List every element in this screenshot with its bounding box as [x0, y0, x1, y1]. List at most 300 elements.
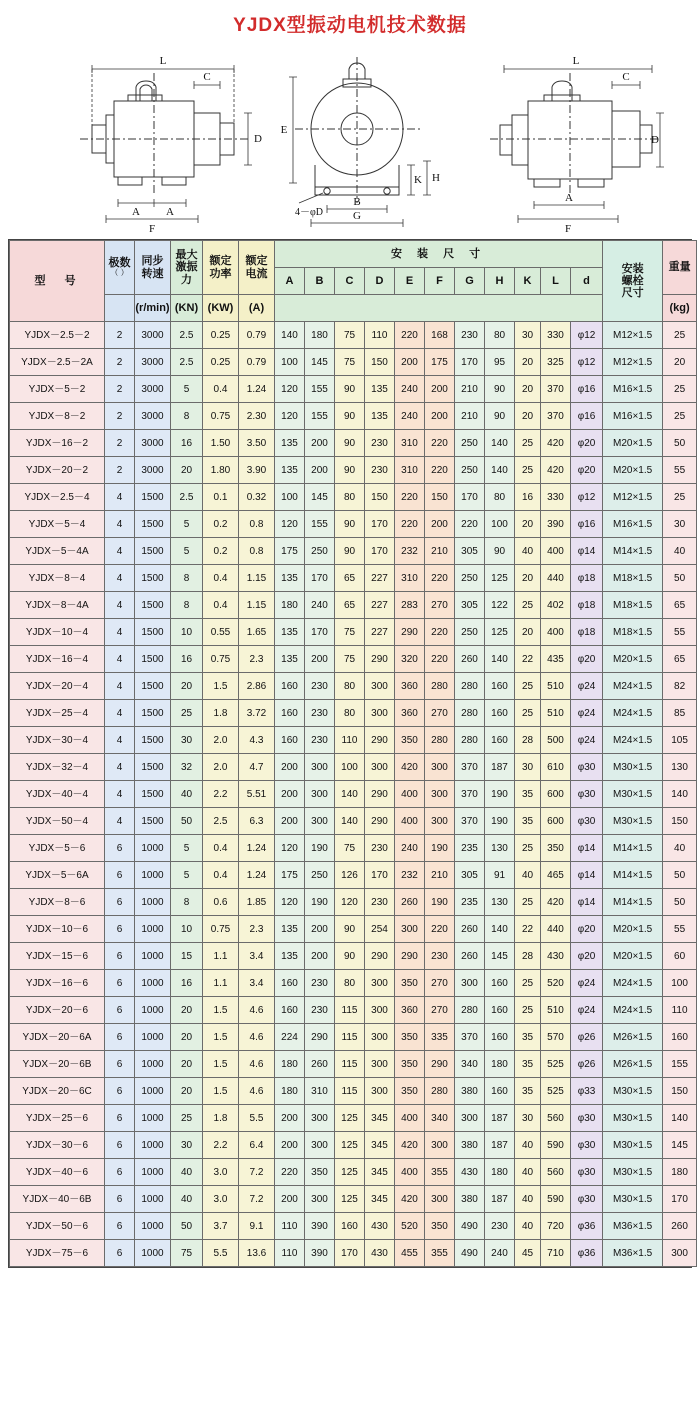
cell-dim-dia: φ30 — [571, 1132, 603, 1159]
cell-power: 0.25 — [203, 349, 239, 376]
cell-dim-l: 330 — [541, 322, 571, 349]
cell-dim-f: 210 — [425, 538, 455, 565]
cell-dim-a: 180 — [275, 1051, 305, 1078]
cell-force: 50 — [171, 1213, 203, 1240]
cell-dim-c: 90 — [335, 943, 365, 970]
cell-dim-f: 300 — [425, 808, 455, 835]
cell-force: 16 — [171, 430, 203, 457]
cell-poles: 2 — [105, 376, 135, 403]
cell-bolt-size: M26×1.5 — [603, 1024, 663, 1051]
table-row — [10, 781, 697, 808]
cell-dim-b: 190 — [305, 835, 335, 862]
cell-dim-b: 300 — [305, 1186, 335, 1213]
cell-dim-d: 170 — [365, 511, 395, 538]
cell-model: YJDX－16－6 — [10, 970, 105, 997]
cell-dim-h: 80 — [485, 322, 515, 349]
cell-force: 50 — [171, 808, 203, 835]
page-title: YJDX型振动电机技术数据 — [233, 15, 467, 36]
cell-rpm: 3000 — [135, 430, 171, 457]
cell-bolt-size: M20×1.5 — [603, 943, 663, 970]
cell-bolt-size: M30×1.5 — [603, 808, 663, 835]
cell-current: 1.15 — [239, 565, 275, 592]
cell-power: 1.5 — [203, 1078, 239, 1105]
header-dim-B: B — [305, 268, 335, 295]
cell-weight: 40 — [663, 538, 697, 565]
cell-dim-l: 510 — [541, 673, 571, 700]
table-row — [10, 511, 697, 538]
cell-dim-a: 200 — [275, 1105, 305, 1132]
cell-weight: 25 — [663, 484, 697, 511]
cell-dim-k: 25 — [515, 673, 541, 700]
cell-dim-g: 220 — [455, 511, 485, 538]
cell-dim-h: 190 — [485, 781, 515, 808]
cell-model: YJDX－20－6A — [10, 1024, 105, 1051]
cell-dim-e: 260 — [395, 889, 425, 916]
cell-force: 20 — [171, 1051, 203, 1078]
cell-dim-d: 430 — [365, 1213, 395, 1240]
cell-poles: 6 — [105, 916, 135, 943]
cell-bolt-size: M30×1.5 — [603, 754, 663, 781]
cell-dim-l: 400 — [541, 619, 571, 646]
cell-bolt-size: M24×1.5 — [603, 997, 663, 1024]
cell-dim-h: 125 — [485, 619, 515, 646]
cell-power: 0.75 — [203, 916, 239, 943]
cell-dim-a: 160 — [275, 700, 305, 727]
cell-dim-l: 440 — [541, 565, 571, 592]
header-dim-d: d — [571, 268, 603, 295]
cell-dim-dia: φ20 — [571, 430, 603, 457]
cell-dim-b: 170 — [305, 565, 335, 592]
table-row — [10, 727, 697, 754]
cell-dim-k: 35 — [515, 781, 541, 808]
cell-dim-g: 305 — [455, 862, 485, 889]
table-row — [10, 1105, 697, 1132]
cell-dim-f: 220 — [425, 457, 455, 484]
cell-dim-b: 390 — [305, 1213, 335, 1240]
cell-dim-h: 95 — [485, 349, 515, 376]
cell-rpm: 1500 — [135, 484, 171, 511]
cell-dim-a: 160 — [275, 997, 305, 1024]
cell-dim-d: 345 — [365, 1186, 395, 1213]
cell-power: 3.7 — [203, 1213, 239, 1240]
header-weight: 重量 — [663, 241, 697, 295]
cell-power: 0.25 — [203, 322, 239, 349]
cell-dim-h: 80 — [485, 484, 515, 511]
cell-dim-l: 390 — [541, 511, 571, 538]
cell-dim-c: 120 — [335, 889, 365, 916]
cell-dim-h: 230 — [485, 1213, 515, 1240]
cell-model: YJDX－20－2 — [10, 457, 105, 484]
cell-bolt-size: M14×1.5 — [603, 862, 663, 889]
cell-dim-l: 570 — [541, 1024, 571, 1051]
cell-rpm: 3000 — [135, 403, 171, 430]
cell-dim-d: 135 — [365, 376, 395, 403]
table-row — [10, 1186, 697, 1213]
cell-dim-k: 35 — [515, 1024, 541, 1051]
cell-dim-f: 168 — [425, 322, 455, 349]
cell-dim-g: 170 — [455, 484, 485, 511]
cell-model: YJDX－75－6 — [10, 1240, 105, 1267]
cell-dim-b: 230 — [305, 997, 335, 1024]
header-install-dims: 安 装 尺 寸 — [275, 241, 603, 268]
cell-rpm: 1500 — [135, 511, 171, 538]
cell-dim-a: 180 — [275, 1078, 305, 1105]
cell-rpm: 1500 — [135, 619, 171, 646]
cell-bolt-size: M30×1.5 — [603, 1132, 663, 1159]
cell-dim-b: 170 — [305, 619, 335, 646]
cell-poles: 4 — [105, 700, 135, 727]
cell-dim-e: 310 — [395, 565, 425, 592]
cell-dim-c: 115 — [335, 1078, 365, 1105]
cell-power: 0.75 — [203, 403, 239, 430]
header-weight-unit: (kg) — [663, 295, 697, 322]
cell-dim-l: 590 — [541, 1186, 571, 1213]
cell-current: 2.3 — [239, 646, 275, 673]
cell-current: 7.2 — [239, 1159, 275, 1186]
cell-dim-dia: φ20 — [571, 457, 603, 484]
cell-dim-g: 260 — [455, 916, 485, 943]
cell-force: 8 — [171, 403, 203, 430]
cell-rpm: 3000 — [135, 376, 171, 403]
cell-model: YJDX－32－4 — [10, 754, 105, 781]
table-row — [10, 1051, 697, 1078]
cell-poles: 6 — [105, 1132, 135, 1159]
cell-dim-dia: φ18 — [571, 592, 603, 619]
cell-bolt-size: M30×1.5 — [603, 1105, 663, 1132]
cell-dim-c: 170 — [335, 1240, 365, 1267]
cell-dim-f: 350 — [425, 1213, 455, 1240]
cell-dim-a: 135 — [275, 457, 305, 484]
cell-dim-a: 200 — [275, 1186, 305, 1213]
cell-dim-b: 300 — [305, 1105, 335, 1132]
header-dim-K: K — [515, 268, 541, 295]
cell-dim-k: 25 — [515, 430, 541, 457]
cell-bolt-size: M20×1.5 — [603, 916, 663, 943]
cell-dim-d: 230 — [365, 889, 395, 916]
cell-dim-h: 140 — [485, 916, 515, 943]
header-poles-label: 极数 — [108, 257, 131, 270]
cell-dim-dia: φ14 — [571, 889, 603, 916]
cell-dim-c: 115 — [335, 997, 365, 1024]
table-row — [10, 349, 697, 376]
cell-dim-g: 370 — [455, 808, 485, 835]
svg-text:B: B — [353, 196, 361, 208]
header-rpm: 同步 转速 — [135, 241, 171, 295]
cell-force: 8 — [171, 889, 203, 916]
header-bolt-size: 安装 螺栓 尺寸 — [603, 241, 663, 322]
cell-power: 1.5 — [203, 1051, 239, 1078]
cell-dim-d: 227 — [365, 565, 395, 592]
cell-dim-c: 90 — [335, 916, 365, 943]
cell-weight: 25 — [663, 376, 697, 403]
cell-dim-f: 280 — [425, 1078, 455, 1105]
cell-model: YJDX－20－6 — [10, 997, 105, 1024]
cell-dim-f: 210 — [425, 862, 455, 889]
cell-dim-k: 30 — [515, 1105, 541, 1132]
cell-poles: 6 — [105, 970, 135, 997]
cell-model: YJDX－50－6 — [10, 1213, 105, 1240]
cell-dim-h: 187 — [485, 754, 515, 781]
svg-text:C: C — [203, 71, 211, 83]
cell-force: 10 — [171, 916, 203, 943]
cell-dim-h: 140 — [485, 457, 515, 484]
cell-model: YJDX－40－6B — [10, 1186, 105, 1213]
cell-bolt-size: M26×1.5 — [603, 1051, 663, 1078]
cell-current: 7.2 — [239, 1186, 275, 1213]
cell-rpm: 1000 — [135, 1078, 171, 1105]
cell-current: 4.6 — [239, 1051, 275, 1078]
cell-dim-k: 40 — [515, 538, 541, 565]
cell-dim-b: 240 — [305, 592, 335, 619]
cell-dim-f: 290 — [425, 1051, 455, 1078]
cell-dim-h: 160 — [485, 997, 515, 1024]
table-row — [10, 1132, 697, 1159]
cell-dim-h: 140 — [485, 430, 515, 457]
cell-dim-h: 160 — [485, 700, 515, 727]
cell-dim-a: 200 — [275, 781, 305, 808]
cell-dim-h: 160 — [485, 1024, 515, 1051]
cell-power: 1.50 — [203, 430, 239, 457]
cell-dim-dia: φ30 — [571, 1105, 603, 1132]
cell-power: 2.2 — [203, 781, 239, 808]
cell-poles: 6 — [105, 1213, 135, 1240]
cell-dim-dia: φ33 — [571, 1078, 603, 1105]
cell-dim-dia: φ30 — [571, 754, 603, 781]
cell-dim-g: 305 — [455, 538, 485, 565]
cell-dim-c: 90 — [335, 538, 365, 565]
cell-weight: 25 — [663, 403, 697, 430]
cell-dim-g: 250 — [455, 619, 485, 646]
table-row — [10, 835, 697, 862]
cell-dim-c: 140 — [335, 808, 365, 835]
cell-dim-g: 300 — [455, 1105, 485, 1132]
cell-power: 1.8 — [203, 700, 239, 727]
cell-power: 0.55 — [203, 619, 239, 646]
cell-weight: 180 — [663, 1159, 697, 1186]
cell-current: 1.65 — [239, 619, 275, 646]
cell-dim-l: 560 — [541, 1159, 571, 1186]
cell-rpm: 1500 — [135, 727, 171, 754]
cell-dim-k: 20 — [515, 565, 541, 592]
cell-dim-dia: φ14 — [571, 835, 603, 862]
cell-model: YJDX－8－6 — [10, 889, 105, 916]
cell-current: 0.8 — [239, 511, 275, 538]
cell-dim-dia: φ12 — [571, 349, 603, 376]
cell-dim-h: 187 — [485, 1186, 515, 1213]
cell-dim-l: 710 — [541, 1240, 571, 1267]
cell-dim-a: 120 — [275, 376, 305, 403]
cell-dim-h: 160 — [485, 1078, 515, 1105]
cell-force: 8 — [171, 592, 203, 619]
header-current: 额定 电流 — [239, 241, 275, 295]
cell-poles: 6 — [105, 997, 135, 1024]
cell-dim-d: 230 — [365, 457, 395, 484]
cell-bolt-size: M18×1.5 — [603, 619, 663, 646]
cell-dim-a: 120 — [275, 889, 305, 916]
cell-current: 1.85 — [239, 889, 275, 916]
svg-text:A: A — [565, 192, 573, 204]
cell-force: 32 — [171, 754, 203, 781]
cell-bolt-size: M16×1.5 — [603, 403, 663, 430]
cell-dim-f: 300 — [425, 781, 455, 808]
cell-model: YJDX－2.5－2A — [10, 349, 105, 376]
cell-dim-k: 25 — [515, 592, 541, 619]
cell-bolt-size: M30×1.5 — [603, 1078, 663, 1105]
cell-dim-b: 180 — [305, 322, 335, 349]
cell-bolt-size: M16×1.5 — [603, 511, 663, 538]
cell-weight: 100 — [663, 970, 697, 997]
cell-power: 2.0 — [203, 754, 239, 781]
cell-rpm: 1000 — [135, 1186, 171, 1213]
cell-dim-g: 260 — [455, 646, 485, 673]
cell-dim-f: 300 — [425, 754, 455, 781]
cell-dim-l: 420 — [541, 457, 571, 484]
cell-dim-g: 250 — [455, 430, 485, 457]
cell-dim-dia: φ18 — [571, 619, 603, 646]
cell-poles: 6 — [105, 943, 135, 970]
cell-force: 5 — [171, 862, 203, 889]
cell-rpm: 1000 — [135, 889, 171, 916]
cell-dim-f: 300 — [425, 1132, 455, 1159]
cell-dim-k: 35 — [515, 1051, 541, 1078]
cell-weight: 130 — [663, 754, 697, 781]
cell-dim-dia: φ12 — [571, 322, 603, 349]
cell-current: 4.6 — [239, 1078, 275, 1105]
cell-dim-c: 80 — [335, 700, 365, 727]
cell-dim-g: 305 — [455, 592, 485, 619]
cell-rpm: 1000 — [135, 1024, 171, 1051]
cell-dim-h: 180 — [485, 1051, 515, 1078]
cell-dim-f: 200 — [425, 403, 455, 430]
cell-force: 16 — [171, 970, 203, 997]
cell-rpm: 1500 — [135, 592, 171, 619]
cell-poles: 2 — [105, 349, 135, 376]
cell-dim-k: 45 — [515, 1240, 541, 1267]
cell-dim-f: 340 — [425, 1105, 455, 1132]
cell-dim-b: 230 — [305, 673, 335, 700]
cell-force: 40 — [171, 1159, 203, 1186]
cell-dim-b: 230 — [305, 700, 335, 727]
cell-dim-l: 420 — [541, 889, 571, 916]
cell-dim-b: 200 — [305, 646, 335, 673]
cell-dim-a: 160 — [275, 673, 305, 700]
cell-dim-e: 220 — [395, 484, 425, 511]
cell-dim-k: 25 — [515, 457, 541, 484]
cell-dim-h: 130 — [485, 835, 515, 862]
cell-dim-h: 91 — [485, 862, 515, 889]
cell-power: 3.0 — [203, 1159, 239, 1186]
cell-model: YJDX－8－2 — [10, 403, 105, 430]
cell-bolt-size: M36×1.5 — [603, 1213, 663, 1240]
cell-dim-b: 200 — [305, 943, 335, 970]
cell-dim-d: 345 — [365, 1105, 395, 1132]
cell-dim-a: 175 — [275, 538, 305, 565]
cell-dim-b: 300 — [305, 781, 335, 808]
cell-dim-a: 160 — [275, 970, 305, 997]
cell-rpm: 3000 — [135, 457, 171, 484]
cell-model: YJDX－10－6 — [10, 916, 105, 943]
cell-dim-c: 80 — [335, 673, 365, 700]
cell-rpm: 1500 — [135, 754, 171, 781]
cell-dim-k: 20 — [515, 349, 541, 376]
cell-force: 15 — [171, 943, 203, 970]
cell-dim-dia: φ14 — [571, 538, 603, 565]
cell-rpm: 1500 — [135, 808, 171, 835]
cell-dim-g: 250 — [455, 457, 485, 484]
cell-dim-dia: φ20 — [571, 646, 603, 673]
cell-dim-dia: φ14 — [571, 862, 603, 889]
cell-weight: 20 — [663, 349, 697, 376]
cell-model: YJDX－5－2 — [10, 376, 105, 403]
cell-weight: 85 — [663, 700, 697, 727]
header-force: 最大 激振 力 — [171, 241, 203, 295]
cell-dim-g: 235 — [455, 835, 485, 862]
cell-bolt-size: M20×1.5 — [603, 430, 663, 457]
cell-model: YJDX－16－2 — [10, 430, 105, 457]
cell-dim-k: 40 — [515, 862, 541, 889]
cell-dim-dia: φ16 — [571, 376, 603, 403]
cell-dim-g: 235 — [455, 889, 485, 916]
cell-model: YJDX－8－4 — [10, 565, 105, 592]
cell-dim-k: 20 — [515, 619, 541, 646]
cell-dim-l: 370 — [541, 376, 571, 403]
header-poles-unit-row — [105, 295, 135, 322]
cell-weight: 140 — [663, 781, 697, 808]
cell-dim-a: 200 — [275, 808, 305, 835]
cell-force: 20 — [171, 673, 203, 700]
cell-weight: 25 — [663, 322, 697, 349]
cell-dim-l: 430 — [541, 943, 571, 970]
table-row — [10, 754, 697, 781]
cell-rpm: 1500 — [135, 781, 171, 808]
cell-dim-b: 300 — [305, 1132, 335, 1159]
cell-current: 4.6 — [239, 1024, 275, 1051]
cell-dim-e: 400 — [395, 781, 425, 808]
cell-rpm: 1000 — [135, 1240, 171, 1267]
cell-dim-e: 400 — [395, 808, 425, 835]
drawing-side-view-left — [66, 43, 266, 233]
cell-dim-a: 120 — [275, 835, 305, 862]
cell-dim-g: 370 — [455, 1024, 485, 1051]
cell-dim-c: 110 — [335, 727, 365, 754]
cell-dim-k: 20 — [515, 403, 541, 430]
cell-dim-k: 25 — [515, 997, 541, 1024]
cell-dim-e: 290 — [395, 619, 425, 646]
cell-weight: 155 — [663, 1051, 697, 1078]
cell-dim-dia: φ24 — [571, 727, 603, 754]
cell-model: YJDX－5－4 — [10, 511, 105, 538]
cell-dim-b: 300 — [305, 808, 335, 835]
table-row — [10, 592, 697, 619]
cell-dim-e: 283 — [395, 592, 425, 619]
cell-force: 40 — [171, 1186, 203, 1213]
cell-dim-d: 290 — [365, 943, 395, 970]
cell-dim-k: 25 — [515, 700, 541, 727]
cell-bolt-size: M16×1.5 — [603, 376, 663, 403]
cell-dim-e: 310 — [395, 430, 425, 457]
svg-text:H: H — [432, 172, 440, 184]
cell-model: YJDX－20－6B — [10, 1051, 105, 1078]
cell-bolt-size: M36×1.5 — [603, 1240, 663, 1267]
cell-dim-h: 190 — [485, 808, 515, 835]
table-row — [10, 376, 697, 403]
cell-dim-d: 110 — [365, 322, 395, 349]
cell-model: YJDX－40－4 — [10, 781, 105, 808]
header-power-unit: (KW) — [203, 295, 239, 322]
cell-dim-f: 280 — [425, 727, 455, 754]
svg-text:C: C — [622, 71, 630, 83]
cell-dim-h: 180 — [485, 1159, 515, 1186]
